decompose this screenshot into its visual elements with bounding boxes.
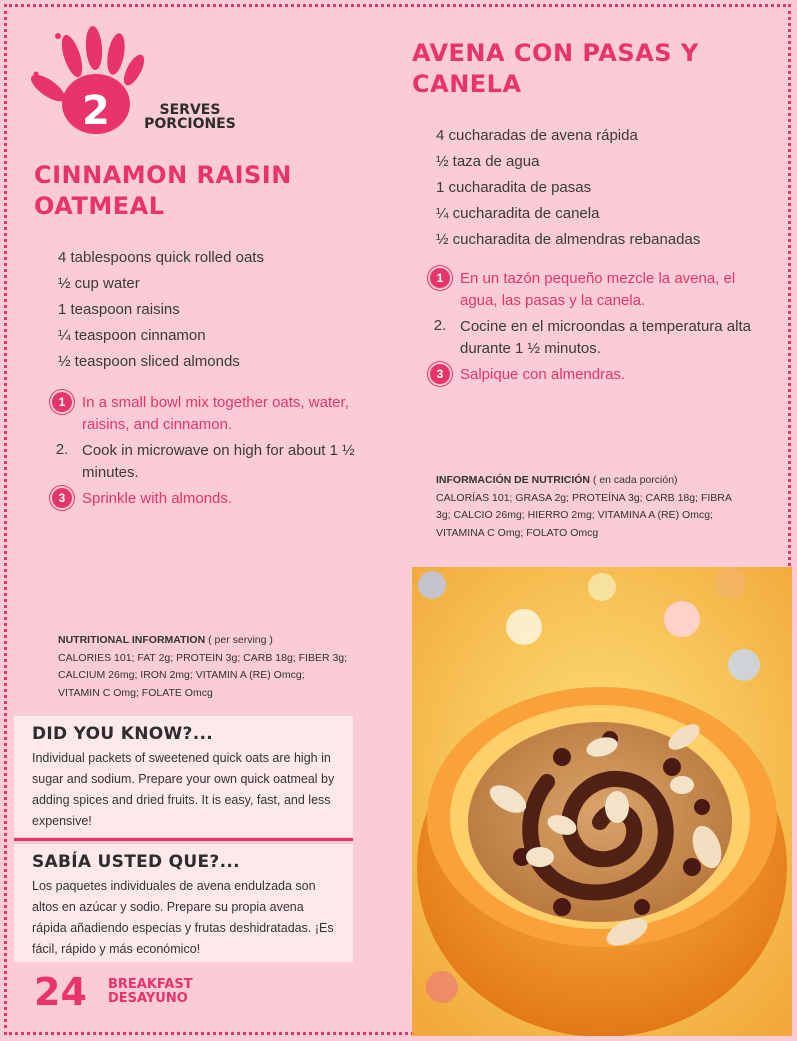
- recipe-title-es: AVENA CON PASAS Y CANELA: [412, 39, 699, 98]
- step-text: Cook in microwave on high for about 1 ½ minutes.: [82, 442, 355, 481]
- sabia-usted-box: [14, 844, 353, 962]
- step-number: 2.: [433, 317, 447, 334]
- step-text: Salpique con almendras.: [460, 366, 626, 383]
- step-item: [430, 364, 775, 386]
- ingredient-item: ½ cup water: [58, 275, 140, 292]
- step-item: [52, 440, 372, 484]
- ingredient-item: 1 teaspoon raisins: [58, 301, 180, 318]
- steps-list-es: [430, 268, 775, 390]
- step-text: Cocine en el microondas a temperatura alta durante 1 ½ minutos.: [460, 318, 751, 357]
- step-item: [52, 488, 372, 510]
- step-item: [430, 268, 775, 312]
- serves-label: [130, 103, 250, 131]
- ingredient-item: 4 cucharadas de avena rápida: [436, 127, 638, 144]
- page-number: 24: [34, 970, 87, 1014]
- steps-list-en: [52, 392, 372, 514]
- ingredient-item: ½ cucharadita de almendras rebanadas: [436, 231, 701, 248]
- step-number-badge: 3: [52, 488, 72, 508]
- serves-label-es: PORCIONES: [144, 116, 236, 132]
- step-item: [52, 392, 372, 436]
- nutrition-values: CALORÍAS 101; GRASA 2g; PROTEÍNA 3g; CARB 18g; FIBRA 3g; CALCIO 26mg; HIERRO 2mg; VITAMINA A (RE) Omcg; VITAMINA C Omg; FOLATO Omcg: [436, 491, 732, 539]
- step-number: 2.: [55, 441, 69, 458]
- step-number-badge: 1: [52, 392, 72, 412]
- step-text: In a small bowl mix together oats, water, raisins, and cinnamon.: [82, 394, 349, 433]
- serves-number: 2: [82, 88, 110, 134]
- step-number-badge: 3: [430, 364, 450, 384]
- step-text: En un tazón pequeño mezcle la avena, el agua, las pasas y la canela.: [460, 270, 736, 309]
- serves-label-en: SERVES: [159, 102, 221, 118]
- box-divider: [14, 838, 353, 841]
- ingredients-list-en: [58, 245, 264, 375]
- nutrition-info-en: [58, 632, 348, 702]
- did-you-know-box: [14, 716, 353, 837]
- ingredient-item: ½ teaspoon sliced almonds: [58, 353, 240, 370]
- ingredient-item: ¼ teaspoon cinnamon: [58, 327, 206, 344]
- step-number-badge: 1: [430, 268, 450, 288]
- section-label-en: BREAKFAST: [108, 977, 193, 992]
- step-text: Sprinkle with almonds.: [82, 490, 233, 507]
- nutrition-per-serving: ( en cada porción): [592, 474, 678, 486]
- nutrition-info-es: [436, 472, 736, 542]
- oatmeal-photo: [412, 567, 792, 1036]
- nutrition-values: CALORIES 101; FAT 2g; PROTEIN 3g; CARB 18g; FIBER 3g; CALCIUM 26mg; IRON 2mg; VITAMIN A (RE) Omcg; VITAMIN C Omg; FOLATE Omcg: [58, 651, 348, 699]
- section-label: [108, 978, 193, 1006]
- nutrition-heading: NUTRITIONAL INFORMATION: [58, 634, 206, 646]
- recipe-title-en: CINNAMON RAISIN OATMEAL: [34, 161, 292, 220]
- did-you-know-title: DID YOU KNOW?...: [32, 724, 213, 744]
- section-label-es: DESAYUNO: [108, 991, 188, 1006]
- sabia-usted-title: SABÍA USTED QUE?...: [32, 852, 240, 872]
- step-item: [430, 316, 775, 360]
- ingredients-list-es: [436, 123, 700, 253]
- ingredient-item: 1 cucharadita de pasas: [436, 179, 592, 196]
- ingredient-item: ½ taza de agua: [436, 153, 540, 170]
- did-you-know-text: Individual packets of sweetened quick oats are high in sugar and sodium. Prepare your own quick oatmeal by adding spices and dried fruits. It is easy, fast, and less expensive!: [32, 751, 335, 828]
- ingredient-item: 4 tablespoons quick rolled oats: [58, 249, 264, 266]
- ingredient-item: ¼ cucharadita de canela: [436, 205, 600, 222]
- sabia-usted-text: Los paquetes individuales de avena endulzada son altos en azúcar y sodio. Prepare su propia avena rápida añadiendo especias y frutas deshidratadas. ¡Es fácil, rápido y más económico!: [32, 879, 334, 956]
- nutrition-per-serving: ( per serving ): [208, 634, 273, 646]
- nutrition-heading: INFORMACIÓN DE NUTRICIÓN: [436, 474, 590, 486]
